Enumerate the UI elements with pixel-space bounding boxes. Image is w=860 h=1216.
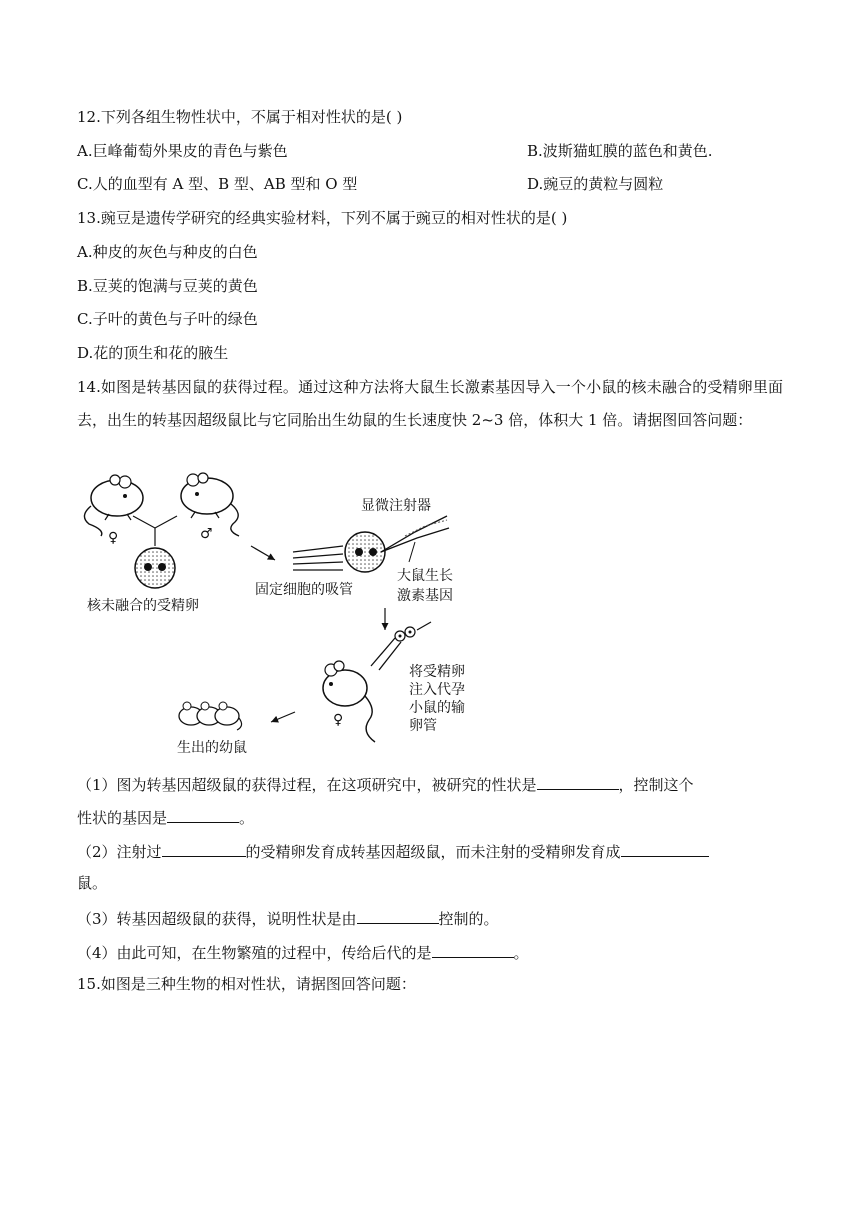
micro-injector-icon xyxy=(381,516,449,562)
q13-option-d: D.花的顶生和花的腋生 xyxy=(77,344,229,362)
label-fertilized-egg: 核未融合的受精卵 xyxy=(87,598,199,614)
q14-sub4: （4）由此可知，在生物繁殖的过程中，传给后代的是 。 xyxy=(77,941,529,963)
label-inject-line-2: 注入代孕 xyxy=(409,682,465,698)
q13-option-b: B.豆荚的饱满与豆荚的黄色 xyxy=(77,277,258,295)
holding-pipette-icon xyxy=(293,546,343,570)
male-symbol: ♂ xyxy=(200,526,213,542)
transgenic-mouse-figure xyxy=(75,470,495,760)
label-gene-line-2: 激素基因 xyxy=(397,588,453,604)
pups-icon xyxy=(179,702,242,730)
label-gene-line-1: 大鼠生长 xyxy=(397,568,453,584)
q14-sub1-line2: 性状的基因是 。 xyxy=(77,806,254,828)
q13-stem: 13.豌豆是遗传学研究的经典实验材料，下列不属于豌豆的相对性状的是( ) xyxy=(77,209,568,227)
answer-blank-5[interactable] xyxy=(357,907,439,924)
q14-sub1-line1: （1）图为转基因超级鼠的获得过程，在这项研究中，被研究的性状是 ，控制这个 xyxy=(77,773,694,795)
injection-pipette-icon xyxy=(371,622,431,670)
answer-blank-6[interactable] xyxy=(432,941,514,958)
q13-option-c: C.子叶的黄色与子叶的绿色 xyxy=(77,310,258,328)
surrogate-mouse-icon xyxy=(323,661,375,742)
q12-stem: 12.下列各组生物性状中，不属于相对性状的是( ) xyxy=(77,108,403,126)
label-inject-line-3: 小鼠的输 xyxy=(409,700,465,716)
q14-sub2-line2: 鼠。 xyxy=(77,874,108,892)
answer-blank-1[interactable] xyxy=(537,773,619,790)
q12-option-b: B.波斯猫虹膜的蓝色和黄色. xyxy=(527,142,713,160)
answer-blank-2[interactable] xyxy=(167,806,239,823)
female-symbol-surrogate: ♀ xyxy=(333,712,344,728)
q14-sub2-line1: （2）注射过 的受精卵发育成转基因超级鼠，而未注射的受精卵发育成 xyxy=(77,840,709,862)
q13-option-a: A.种皮的灰色与种皮的白色 xyxy=(77,243,258,261)
female-mouse-icon xyxy=(84,475,143,536)
q14-sub3: （3）转基因超级鼠的获得，说明性状是由 控制的。 xyxy=(77,907,499,929)
label-pups: 生出的幼鼠 xyxy=(177,740,247,756)
q12-option-c: C.人的血型有 A 型、B 型、AB 型和 O 型 xyxy=(77,175,358,193)
female-symbol: ♀ xyxy=(108,530,119,546)
q12-option-d: D.豌豆的黄粒与圆粒 xyxy=(527,175,664,193)
injected-egg-icon xyxy=(345,532,385,572)
answer-blank-4[interactable] xyxy=(621,840,709,857)
answer-blank-3[interactable] xyxy=(162,840,246,857)
label-holding-pipette: 固定细胞的吸管 xyxy=(255,582,353,598)
label-inject-line-1: 将受精卵 xyxy=(409,664,465,680)
label-inject-line-4: 卵管 xyxy=(409,718,437,734)
q14-intro: 14.如图是转基因鼠的获得过程。通过这种方法将大鼠生长激素基因导入一个小鼠的核未融合的受精卵里面去，出生的转基因超级鼠比与它同胎出生幼鼠的生长速度快 2~3 倍，体积大 1 倍。请据图回答问题： xyxy=(77,378,783,429)
label-micro-injector: 显微注射器 xyxy=(361,498,431,514)
q12-option-a: A.巨峰葡萄外果皮的青色与紫色 xyxy=(77,142,288,160)
fertilized-egg-icon xyxy=(135,548,175,588)
q15-stem: 15.如图是三种生物的相对性状，请据图回答问题： xyxy=(77,975,416,993)
